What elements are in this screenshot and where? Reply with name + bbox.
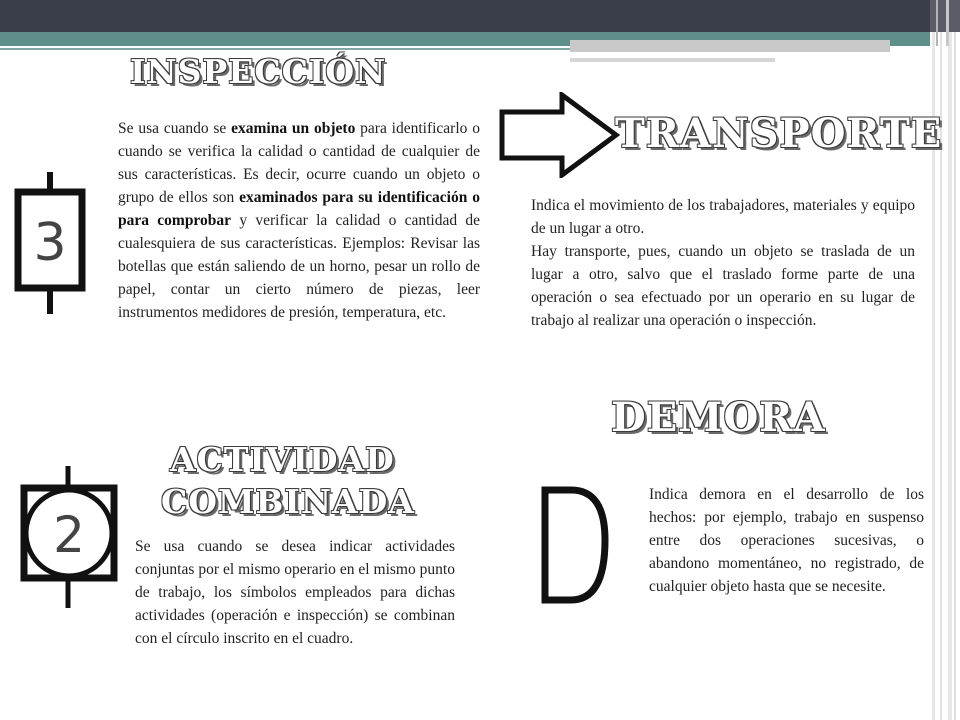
transporte-description-2: Hay transporte, pues, cuando un objeto se traslada de un lugar a otro, salvo que el traslado forme parte de una operación o sea efectuado por un operario en su lugar de trabajo al realizar una operación o inspección. (531, 243, 915, 329)
inspeccion-text-bold: examinados para su identificación o para comprobar (118, 189, 480, 229)
right-edge-top-line (936, 0, 938, 46)
inspeccion-text: Se usa cuando se (118, 120, 232, 137)
right-edge-top (930, 0, 960, 32)
header-grey-line-short (570, 58, 775, 62)
inspeccion-text: para identificarlo o cuando se verifica la calidad o cantidad de cualquier de sus características. Es decir, ocurre cuando un objeto o grupo de ellos son (118, 120, 480, 206)
right-edge-line (932, 0, 935, 720)
actividad-title-line2: COMBINADA (161, 482, 415, 521)
inspeccion-text-bold: examina un objeto (231, 120, 356, 137)
transporte-arrow-icon (498, 92, 622, 178)
inspeccion-title: INSPECCIÓN (130, 52, 387, 91)
inspeccion-symbol-digit: 3 (33, 213, 67, 273)
actividad-description: Se usa cuando se desea indicar actividades conjuntas por el mismo operario en el mismo punto de trabajo, los símbolos empleados para dichas actividades (operación e inspección) se combinan con el círculo inscrito en el cuadro. (135, 538, 455, 647)
actividad-symbol-digit: 2 (53, 506, 85, 564)
header-bar (0, 0, 960, 32)
inspeccion-description (118, 117, 480, 324)
header-grey-line (570, 40, 890, 52)
right-edge-line (948, 0, 952, 720)
demora-d-symbol-icon (537, 484, 613, 606)
transporte-description-1: Indica el movimiento de los trabajadores, materiales y equipo de un lugar a otro. (531, 197, 915, 237)
right-edge-line (954, 0, 956, 720)
right-edge-line (940, 0, 942, 720)
demora-title: DEMORA (611, 394, 826, 441)
demora-description: Indica demora en el desarrollo de los hechos: por ejemplo, trabajo en suspenso entre dos operaciones sucesivas, o abandono momentáneo, no registrado, de cualquier objeto hasta que se necesite. (649, 486, 924, 595)
actividad-symbol-icon (14, 466, 126, 608)
actividad-title-line1: ACTIVIDAD (170, 440, 395, 479)
inspeccion-symbol-icon (10, 172, 90, 314)
right-edge-top-line (946, 0, 949, 46)
inspeccion-text: y verificar la calidad o cantidad de cualesquiera de sus características. Ejemplos: Revisar las botellas que están saliendo de un horno, pesar un rollo de papel, contar un cierto número de piezas, leer instrumentos medidores de presión, temperatura, etc. (118, 212, 481, 321)
transporte-title: TRANSPORTE (615, 110, 943, 157)
